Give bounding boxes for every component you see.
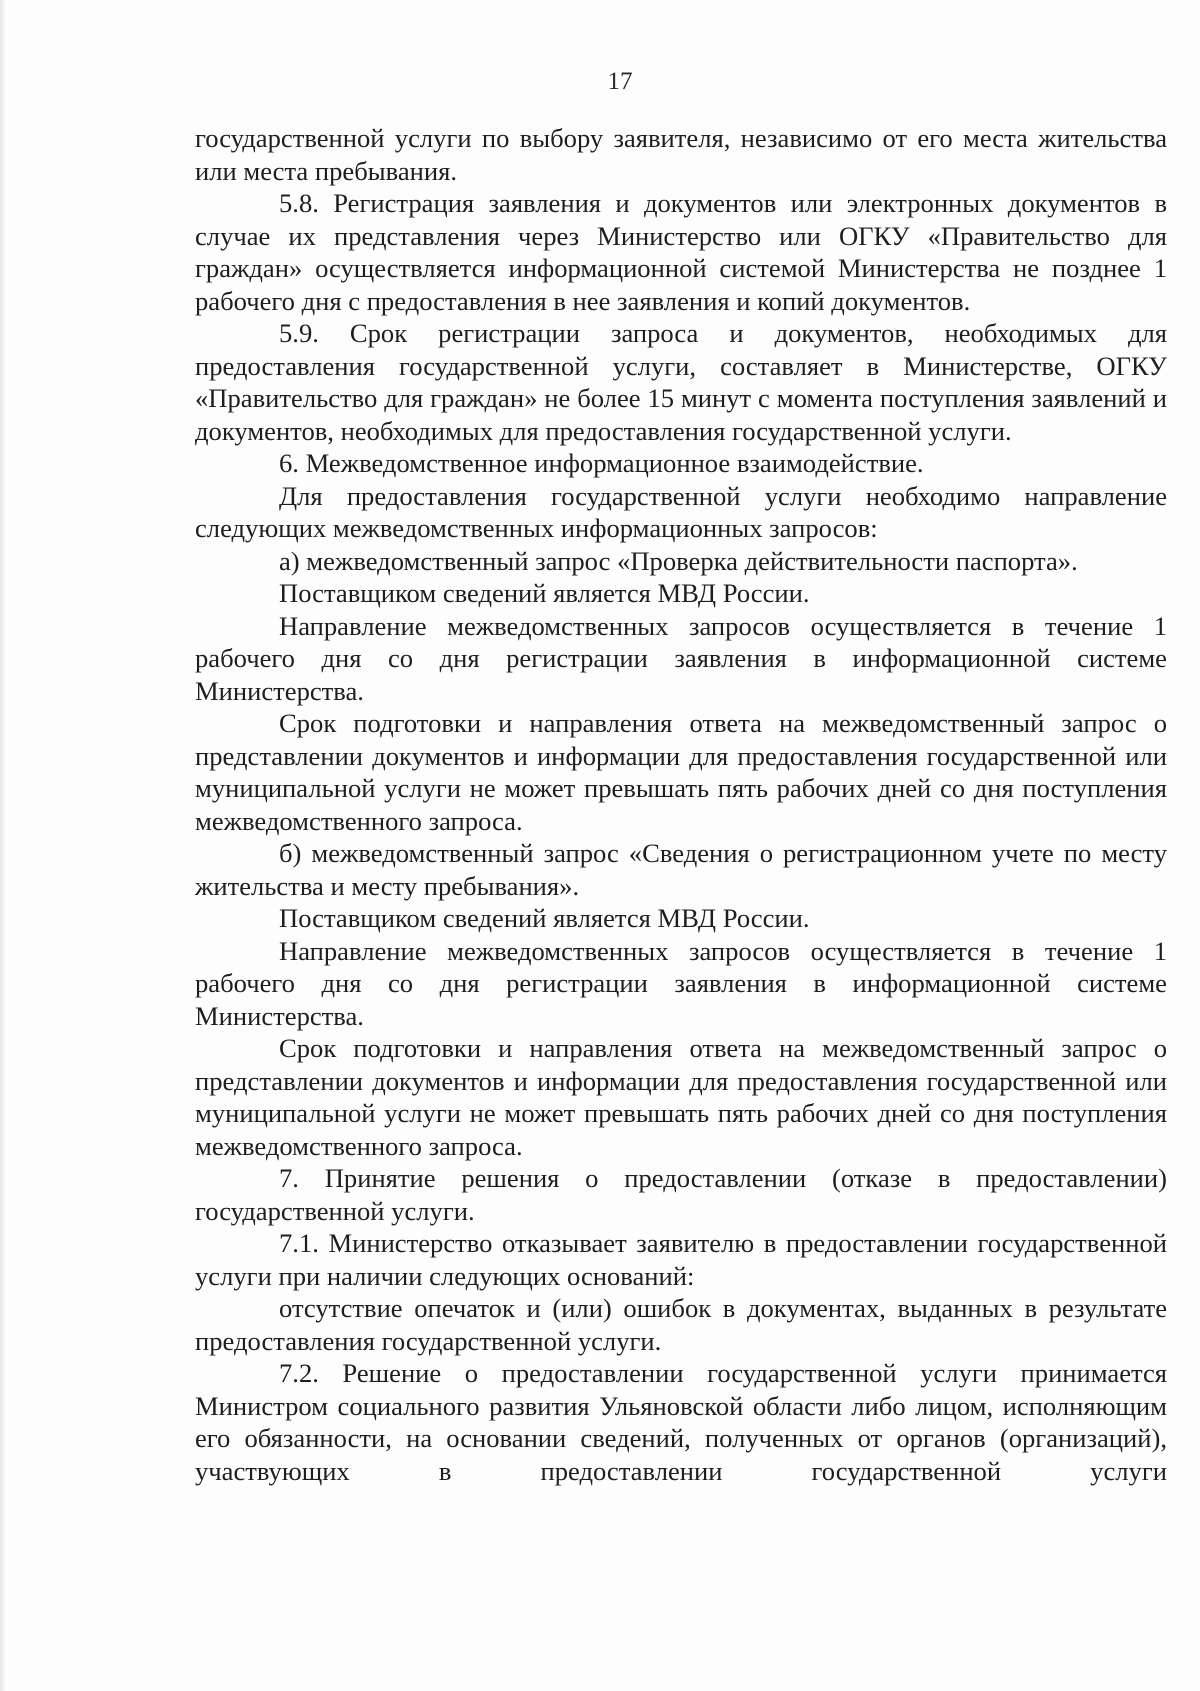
paragraph-supplier-a: Поставщиком сведений является МВД России. — [279, 578, 810, 608]
section-6-heading: 6. Межведомственное информационное взаимодействие. — [279, 448, 924, 478]
paragraph-7-2: 7.2. Решение о предоставлении государственной услуги принимается Министром социального развития Ульяновской области либо лицом, исполняющим его обязанности, на основании сведений, полученных от органов (организаций), участвующих в предоставлении государственной услуги — [195, 1358, 1167, 1486]
section-7-heading: 7. Принятие решения о предоставлении (отказе в предоставлении) государственной услуги. — [195, 1163, 1167, 1226]
paragraph-deadline-b: Срок подготовки и направления ответа на межведомственный запрос о представлении документов и информации для предоставления государственной или муниципальной услуги не может превышать пять рабочих дней со дня поступления межведомственного запроса. — [195, 1033, 1167, 1161]
paragraph-refusal-ground: отсутствие опечаток и (или) ошибок в документах, выданных в результате предоставления государственной услуги. — [195, 1293, 1167, 1356]
page-number: 17 — [607, 68, 633, 95]
paragraph-continuation: государственной услуги по выбору заявителя, независимо от его места жительства или места пребывания. — [195, 123, 1167, 186]
paragraph-direction-b: Направление межведомственных запросов осуществляется в течение 1 рабочего дня со дня регистрации заявления в информационной системе Министерства. — [195, 935, 1167, 1031]
scan-edge-shadow — [0, 0, 6, 1691]
paragraph-request-a: а) межведомственный запрос «Проверка действительности паспорта». — [279, 545, 1078, 576]
paragraph-requests-intro: Для предоставления государственной услуги необходимо направление следующих межведомственных информационных запросов: — [195, 480, 1167, 543]
document-body — [195, 122, 1167, 1487]
paragraph-direction-a: Направление межведомственных запросов осуществляется в течение 1 рабочего дня со дня регистрации заявления в информационной системе Министерства. — [195, 610, 1167, 706]
paragraph-supplier-b: Поставщиком сведений является МВД России. — [279, 903, 810, 933]
paragraph-5-9: 5.9. Срок регистрации запроса и документов, необходимых для предоставления государственной услуги, составляет в Министерстве, ОГКУ «Правительство для граждан» не более 15 минут с момента поступления заявлений и документов, необходимых для предоставления государственной услуги. — [195, 318, 1167, 446]
paragraph-7-1: 7.1. Министерство отказывает заявителю в предоставлении государственной услуги при наличии следующих оснований: — [195, 1228, 1167, 1291]
paragraph-deadline-a: Срок подготовки и направления ответа на межведомственный запрос о представлении документов и информации для предоставления государственной или муниципальной услуги не может превышать пять рабочих дней со дня поступления межведомственного запроса. — [195, 708, 1167, 836]
paragraph-request-b: б) межведомственный запрос «Сведения о регистрационном учете по месту жительства и месту пребывания». — [195, 838, 1167, 901]
paragraph-5-8: 5.8. Регистрация заявления и документов или электронных документов в случае их представления через Министерство или ОГКУ «Правительство для граждан» осуществляется информационной системой Министерства не позднее 1 рабочего дня с предоставления в нее заявления и копий документов. — [195, 188, 1167, 316]
